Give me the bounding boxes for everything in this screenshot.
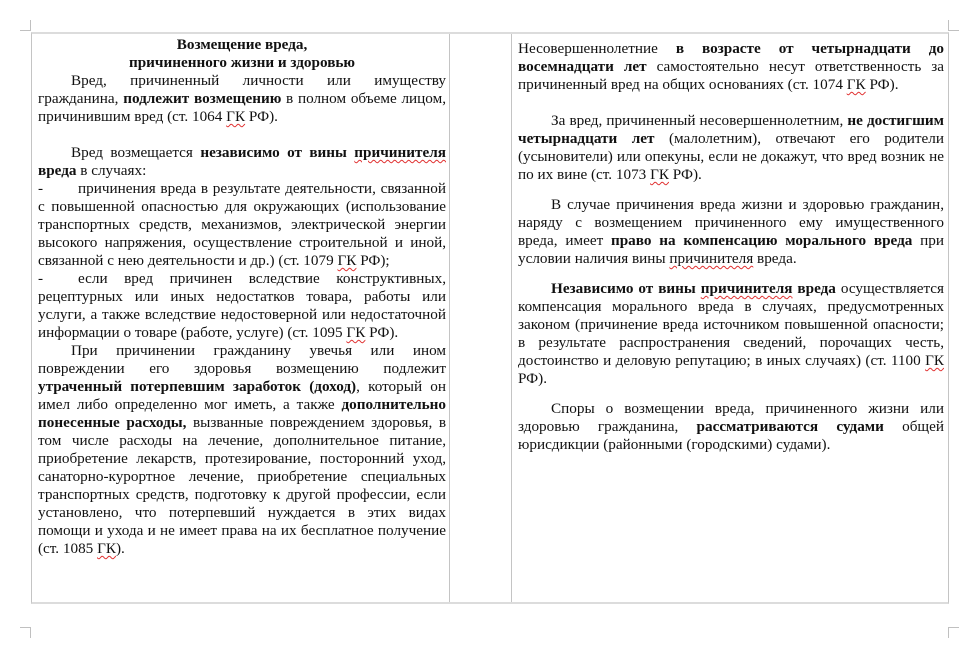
text-run: Несовершеннолетние (518, 40, 676, 57)
spellcheck-flagged-word[interactable]: ГК (226, 108, 246, 125)
text-run: Споры о возмещении вреда, причиненного жизни или здоровью гражданина, (518, 400, 944, 435)
spellcheck-flagged-word[interactable]: ГК (337, 252, 357, 269)
text-run: РФ). (518, 370, 548, 387)
paragraph-moral-damage-regardless-of-fault (518, 280, 944, 388)
spellcheck-flagged-word[interactable]: причинителя (700, 280, 793, 297)
bold-text-run: вреда (792, 280, 836, 297)
right-column-cell[interactable] (512, 34, 948, 602)
spellcheck-flagged-word[interactable]: ГК (97, 540, 116, 557)
spellcheck-flagged-word[interactable]: причинителя (354, 144, 446, 161)
bold-text-run: независимо от вины (200, 144, 355, 161)
paragraph-harm-compensation (38, 72, 446, 126)
bold-text-run: дополнительно понесенные расходы, (38, 396, 446, 431)
empty-middle-cell[interactable] (450, 34, 512, 602)
text-run: РФ). (365, 324, 399, 341)
spellcheck-flagged-word[interactable]: ГК (650, 166, 669, 183)
document-table (31, 32, 949, 604)
text-run: если вред причинен вследствие конструктивных, рецептурных или иных недостатков товара, работы или услуги, а также вследствие недостоверной или недостаточной информации о товаре (работе, услуге) (ст. 1095 (38, 270, 446, 341)
text-run: (малолетним), отвечают его родители (усыновители) или опекуны, если не докажут, что вред возник не по их вине (ст. 1073 (518, 130, 944, 183)
text-run: , который он имел либо определенно мог иметь, а также (38, 378, 446, 413)
text-run: вызванные повреждением здоровья, в том числе расходы на лечение, дополнительное питание, приобретение лекарств, протезирование, посторонний уход, санаторно-курортное лечение, приобретение специальных транспортных средств, подготовку к другой профессии, если установлено, что потерпевший нуждается в этих видах помощи и ухода и не имеет права на их бесплатное получение (ст. 1085 (38, 414, 446, 557)
text-run: в случаях: (76, 162, 147, 179)
spellcheck-flagged-word[interactable]: причинителя (669, 250, 754, 267)
text-run: РФ). (865, 76, 899, 93)
bold-text-run: в возрасте от четырнадцати до восемнадцати лет (518, 40, 944, 75)
text-run: Вред, причиненный личности или имуществу гражданина, (38, 72, 446, 107)
page-corner-mark-top-left (20, 20, 31, 31)
text-run: в полном объеме лицом, причинившим вред (ст. 1064 (38, 90, 446, 125)
list-item-product-defects (38, 270, 446, 342)
left-column-cell[interactable] (32, 34, 450, 602)
text-run: осуществляется компенсация морального вреда в случаях, предусмотренных законом (причинение вреда источником повышенной опасности; в результате распространения сведений, порочащих честь, достоинство и деловую репутацию; в иных случаях) (ст. 1100 (518, 280, 944, 369)
list-dash: - (38, 270, 44, 287)
bold-text-run: не достигшим четырнадцати лет (518, 112, 944, 147)
paragraph-minors-14-18 (518, 40, 944, 94)
bold-text-run: рассматриваются судами (696, 418, 884, 435)
paragraph-injury-compensation (38, 342, 446, 558)
text-run: РФ). (668, 166, 702, 183)
paragraph-moral-damage-right (518, 196, 944, 268)
bold-text-run: вреда (38, 162, 77, 179)
document-title-line-1: Возмещение вреда, (176, 36, 308, 53)
page-corner-mark-bottom-left (20, 627, 31, 638)
text-run: За вред, причиненный несовершеннолетним, (551, 112, 848, 129)
text-run: При причинении гражданину увечья или ином повреждении его здоровья возмещению подлежит (38, 342, 446, 377)
bold-text-run: Независимо от вины (551, 280, 701, 297)
text-run: ). (115, 540, 125, 557)
text-run: самостоятельно несут ответственность за причиненный вред на общих основаниях (ст. 1074 (518, 58, 944, 93)
text-run: РФ); (356, 252, 390, 269)
list-item-high-danger-activity (38, 180, 446, 270)
text-run: Вред возмещается (71, 144, 201, 161)
text-run: при условии наличия вины (518, 232, 944, 267)
page-corner-mark-bottom-right (948, 627, 959, 638)
spellcheck-flagged-word[interactable]: ГК (346, 324, 366, 341)
spellcheck-flagged-word[interactable]: ГК (846, 76, 866, 93)
bold-text-run: подлежит возмещению (123, 90, 282, 107)
text-run: общей юрисдикции (районными (городскими) судами). (518, 418, 944, 453)
page-corner-mark-top-right (948, 20, 959, 31)
bold-text-run: право на компенсацию морального вреда (610, 232, 913, 249)
paragraph-disputes-courts (518, 400, 944, 454)
list-dash: - (38, 180, 44, 197)
text-run: вреда. (753, 250, 797, 267)
text-run: РФ). (245, 108, 278, 125)
paragraph-regardless-of-fault (38, 144, 446, 180)
text-run: причинения вреда в результате деятельности, связанной с повышенной опасностью для окружающих (использование транспортных средств, механизмов, электрической энергии высокого напряжения, осуществление строительной и иной, связанной с нею деятельности и др.) (ст. 1079 (38, 180, 446, 269)
text-run: В случае причинения вреда жизни и здоровью гражданин, наряду с возмещением причиненного ему имущественного вреда, имеет (518, 196, 944, 249)
spellcheck-flagged-word[interactable]: ГК (925, 352, 944, 369)
bold-text-run: утраченный потерпевшим заработок (доход) (38, 378, 357, 395)
document-title-line-2: причиненного жизни и здоровью (128, 54, 356, 71)
paragraph-minors-under-14 (518, 112, 944, 184)
